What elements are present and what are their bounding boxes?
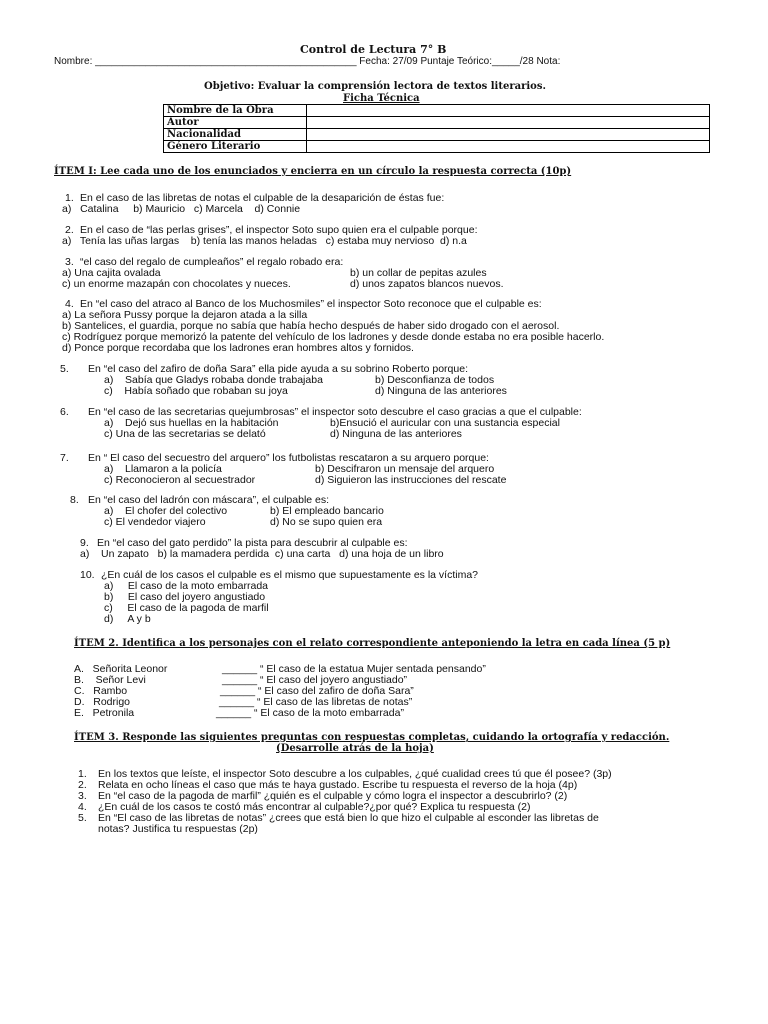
character-option: E. Petronila — [74, 707, 135, 719]
question-text: En “el caso del atraco al Banco de los Muchosmiles” el inspector Soto reconoce que el culpable es: — [80, 298, 542, 310]
answer-options[interactable]: a) Tenía las uñas largas b) tenía las manos heladas c) estaba muy nervioso d) n.a — [62, 235, 467, 247]
answer-option[interactable]: a) Llamaron a la policía — [104, 463, 222, 475]
answer-options[interactable]: a) Un zapato b) la mamadera perdida c) una carta d) una hoja de un libro — [80, 548, 444, 560]
answer-option[interactable]: b) El caso del joyero angustiado — [104, 591, 266, 603]
answer-option[interactable]: c) El vendedor viajero — [104, 516, 206, 528]
question-text: En “el caso del zafiro de doña Sara” ella pide ayuda a su sobrino Roberto porque: — [88, 363, 468, 375]
objective-text: Objetivo: Evaluar la comprensión lectora de textos literarios. — [204, 81, 546, 92]
answer-option[interactable]: b) un collar de pepitas azules — [350, 267, 487, 279]
question-number: 5. — [60, 363, 69, 375]
question-number: 1. — [65, 192, 74, 204]
question-number: 4. — [65, 298, 74, 310]
answer-option[interactable]: c) Había soñado que robaban su joya — [104, 385, 288, 397]
item2-title: ÍTEM 2. Identifica a los personajes con el relato correspondiente anteponiendo la letra en cada línea (5 p) — [74, 638, 671, 649]
answer-options[interactable]: a) Catalina b) Mauricio c) Marcela d) Connie — [62, 203, 301, 215]
answer-option[interactable]: a) El chofer del colectivo — [104, 505, 228, 517]
match-line[interactable]: ______ “ El caso de la estatua Mujer sentada pensando” — [222, 663, 486, 675]
answer-option[interactable]: c) Reconocieron al secuestrador — [104, 474, 256, 486]
answer-option[interactable]: a) Una cajita ovalada — [62, 267, 161, 279]
question-text: En los textos que leíste, el inspector Soto descubre a los culpables, ¿qué cualidad crees tú que él posee? (3p) — [98, 768, 612, 780]
answer-option[interactable]: d) No se supo quien era — [270, 516, 383, 528]
question-text: Relata en ocho líneas el caso que más te haya gustado. Escribe tu respuesta el reverso de la hoja (4p) — [98, 779, 578, 791]
ficha-row — [164, 117, 710, 129]
item3-subtitle: (Desarrolle atrás de la hoja) — [276, 743, 434, 754]
question-text: En “el caso del ladrón con máscara”, el culpable es: — [88, 494, 330, 506]
question-text: ¿En cuál de los casos te costó más encontrar al culpable?¿por qué? Explica tu respuesta (2) — [98, 801, 531, 813]
answer-option[interactable]: b) Descifraron un mensaje del arquero — [315, 463, 495, 475]
match-line[interactable]: ______ “ El caso de las libretas de notas” — [219, 696, 413, 708]
question-text: ¿En cuál de los casos el culpable es el mismo que supuestamente es la víctima? — [101, 569, 479, 581]
answer-option[interactable]: b) Santelices, el guardia, porque no sabía que había hecho después de haber sido drogado con el aerosol. — [62, 320, 560, 332]
answer-option[interactable]: b) El empleado bancario — [270, 505, 384, 517]
question-number: 3. — [65, 256, 74, 268]
ficha-label: Nacionalidad — [164, 129, 307, 141]
answer-option[interactable]: d) Ponce porque recordaba que los ladrones eran hombres altos y fornidos. — [62, 342, 414, 354]
student-info-line: Nombre: _______________________________________________ Fecha: 27/09 Puntaje Teórico:_____/28 Nota: — [54, 56, 561, 67]
answer-option[interactable]: a) El caso de la moto embarrada — [104, 580, 268, 592]
question-text: En “el caso del gato perdido” la pista para descubrir al culpable es: — [97, 537, 408, 549]
item3-title: ÍTEM 3. Responde las siguientes preguntas con respuestas completas, cuidando la ortografía y redacción. — [74, 732, 670, 743]
question-number: 4. — [78, 801, 87, 813]
answer-option[interactable]: c) Una de las secretarias se delató — [104, 428, 266, 440]
match-line[interactable]: ______ “ El caso del zafiro de doña Sara” — [220, 685, 414, 697]
ficha-tecnica-table — [163, 104, 710, 153]
answer-option[interactable]: d) A y b — [104, 613, 151, 625]
answer-option[interactable]: c) un enorme mazapán con chocolates y nueces. — [62, 278, 291, 290]
question-number: 9. — [80, 537, 89, 549]
question-number: 8. — [70, 494, 79, 506]
character-option: B. Señor Levi — [74, 674, 146, 686]
answer-option[interactable]: d) unos zapatos blancos nuevos. — [350, 278, 504, 290]
ficha-row — [164, 141, 710, 153]
character-option: A. Señorita Leonor — [74, 663, 168, 675]
question-number: 10. — [80, 569, 95, 581]
answer-option[interactable]: a) Sabía que Gladys robaba donde trabajaba — [104, 374, 323, 386]
question-text: En “El caso de las libretas de notas” ¿crees que está bien lo que hizo el culpable al esconder las libretas de — [98, 812, 599, 824]
question-number: 2. — [65, 224, 74, 236]
ficha-value[interactable] — [307, 117, 710, 129]
answer-option[interactable]: c) Rodríguez porque memorizó la patente del vehículo de los ladrones y desde donde estaba no era posible hacerlo. — [62, 331, 605, 343]
character-option: C. Rambo — [74, 685, 128, 697]
answer-option[interactable]: c) El caso de la pagoda de marfil — [104, 602, 269, 614]
question-number: 6. — [60, 406, 69, 418]
answer-option[interactable]: a) La señora Pussy porque la dejaron atada a la silla — [62, 309, 308, 321]
page-title: Control de Lectura 7° B — [300, 43, 447, 56]
question-number: 7. — [60, 452, 69, 464]
answer-option[interactable]: b)Ensució el auricular con una sustancia especial — [330, 417, 560, 429]
ficha-row — [164, 105, 710, 117]
question-text: En el caso de “las perlas grises”, el inspector Soto supo quien era el culpable porque: — [80, 224, 478, 236]
ficha-value[interactable] — [307, 141, 710, 153]
ficha-label: Autor — [164, 117, 307, 129]
ficha-title: Ficha Técnica — [343, 93, 420, 104]
ficha-value[interactable] — [307, 129, 710, 141]
question-number: 5. — [78, 812, 87, 824]
answer-option[interactable]: b) Desconfianza de todos — [375, 374, 495, 386]
question-number: 3. — [78, 790, 87, 802]
answer-option[interactable]: d) Ninguna de las anteriores — [330, 428, 462, 440]
question-number: 2. — [78, 779, 87, 791]
ficha-value[interactable] — [307, 105, 710, 117]
ficha-label: Nombre de la Obra — [164, 105, 307, 117]
question-text: En “el caso de las secretarias quejumbrosas” el inspector soto descubre el caso gracias a que el culpable: — [88, 406, 582, 418]
match-line[interactable]: ______ “ El caso del joyero angustiado” — [222, 674, 408, 686]
answer-option[interactable]: a) Dejó sus huellas en la habitación — [104, 417, 279, 429]
answer-option[interactable]: d) Ninguna de las anteriores — [375, 385, 507, 397]
question-text: En “el caso de la pagoda de marfil” ¿quién es el culpable y cómo logra el inspector a descubrirlo? (2) — [98, 790, 568, 802]
question-text: “el caso del regalo de cumpleaños” el regalo robado era: — [80, 256, 344, 268]
ficha-label: Género Literario — [164, 141, 307, 153]
match-line[interactable]: ______ “ El caso de la moto embarrada” — [216, 707, 404, 719]
item1-title: ÍTEM I: Lee cada uno de los enunciados y encierra en un círculo la respuesta correcta (10p) — [54, 166, 572, 177]
question-number: 1. — [78, 768, 87, 780]
question-text: En “ El caso del secuestro del arquero” los futbolistas rescataron a su arquero porque: — [88, 452, 489, 464]
character-option: D. Rodrigo — [74, 696, 131, 708]
question-text-continued: notas? Justifica tu respuestas (2p) — [98, 823, 258, 835]
question-text: En el caso de las libretas de notas el culpable de la desaparición de éstas fue: — [80, 192, 445, 204]
ficha-row — [164, 129, 710, 141]
answer-option[interactable]: d) Siguieron las instrucciones del rescate — [315, 474, 507, 486]
